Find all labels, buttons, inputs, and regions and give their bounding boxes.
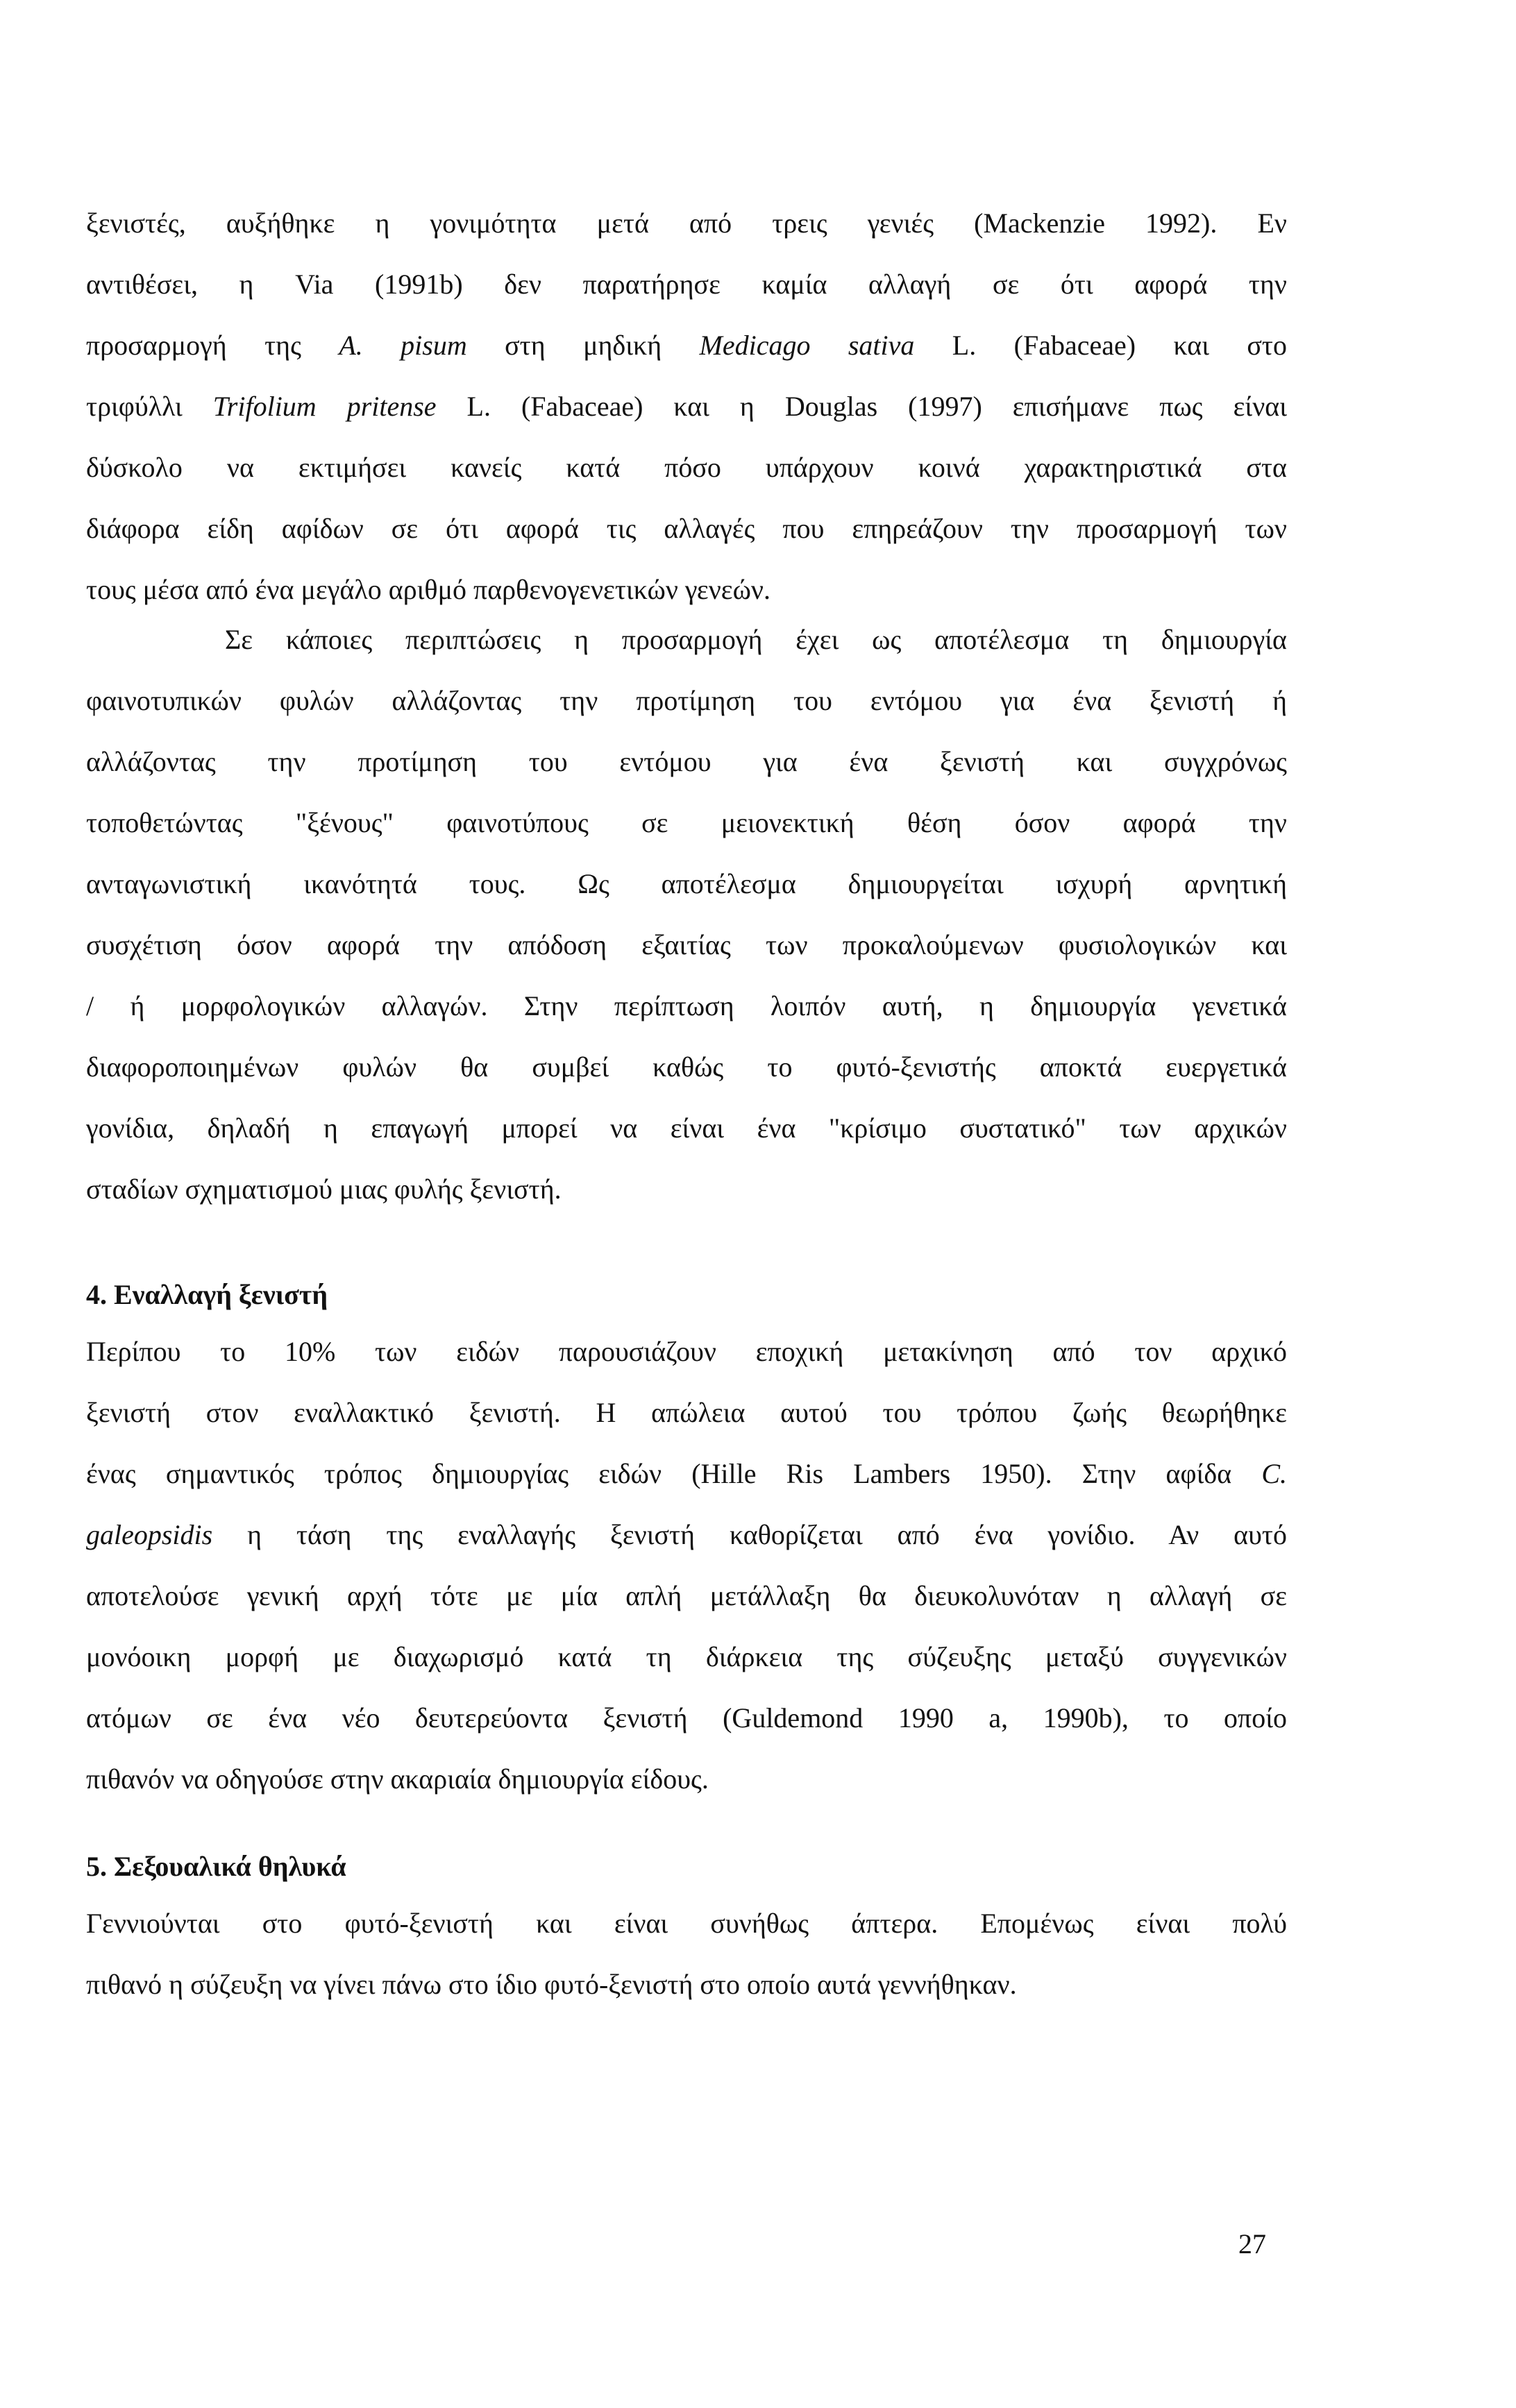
text-line: ατόμων σε ένα νέο δευτερεύοντα ξενιστή (Guldemond 1990 a, 1990b), το οποίο	[86, 1702, 1288, 1733]
text-line: αλλάζοντας την προτίμηση του εντόμου για ένα ξενιστή και συγχρόνως	[86, 746, 1287, 777]
text-span: ένας σημαντικός τρόπος δημιουργίας ειδών (Hille Ris Lambers 1950). Στην αφίδα	[86, 1458, 1262, 1489]
text-line: ξενιστές, αυξήθηκε η γονιμότητα μετά από τρεις γενιές (Mackenzie 1992). Εν	[86, 207, 1287, 239]
text-span: στη μηδική	[466, 330, 700, 361]
text-line: δύσκολο να εκτιμήσει κανείς κατά πόσο υπάρχουν κοινά χαρακτηριστικά στα	[86, 452, 1287, 483]
text-line: τους μέσα από ένα μεγάλο αριθμό παρθενογενετικών γενεών.	[86, 574, 770, 605]
section-heading-5: 5. Σεξουαλικά θηλυκά	[86, 1851, 346, 1882]
text-line: φαινοτυπικών φυλών αλλάζοντας την προτίμηση του εντόμου για ένα ξενιστή ή	[86, 685, 1287, 716]
text-line: τοποθετώντας "ξένους" φαινοτύπους σε μειονεκτική θέση όσον αφορά την	[86, 807, 1287, 838]
text-line	[86, 315, 1287, 376]
text-line	[86, 1504, 1287, 1566]
paragraph-1	[86, 193, 1287, 620]
text-line: ανταγωνιστική ικανότητά τους. Ως αποτέλεσμα δημιουργείται ισχυρή αρνητική	[86, 868, 1287, 899]
text-line: συσχέτιση όσον αφορά την απόδοση εξαιτίας των προκαλούμενων φυσιολογικών και	[86, 929, 1287, 960]
species-name: Trifolium pritense	[212, 391, 437, 422]
text-span: προσαρμογή της	[86, 330, 339, 361]
paragraph-3	[86, 1321, 1287, 1810]
text-span: τριφύλλι	[86, 391, 213, 422]
species-name: Medicago sativa	[699, 330, 915, 361]
text-span: η τάση της εναλλαγής ξενιστή καθορίζεται από ένα γονίδιο. Αν αυτό	[212, 1519, 1287, 1550]
text-line: ξενιστή στον εναλλακτικό ξενιστή. Η απώλεια αυτού του τρόπου ζωής θεωρήθηκε	[86, 1397, 1287, 1428]
text-line: μονόοικη μορφή με διαχωρισμό κατά τη διάρκεια της σύζευξης μεταξύ συγγενικών	[86, 1641, 1287, 1672]
text-line: αποτελούσε γενική αρχή τότε με μία απλή μετάλλαξη θα διευκολυνόταν η αλλαγή σε	[86, 1580, 1287, 1611]
species-name: C.	[1261, 1458, 1287, 1489]
text-line	[86, 376, 1287, 437]
text-line: / ή μορφολογικών αλλαγών. Στην περίπτωση λοιπόν αυτή, η δημιουργία γενετικά	[86, 990, 1287, 1021]
paragraph-2	[86, 609, 1287, 1220]
text-line: πιθανόν να οδηγούσε στην ακαριαία δημιουργία είδους.	[86, 1763, 709, 1795]
text-line: σταδίων σχηματισμού μιας φυλής ξενιστή.	[86, 1173, 562, 1205]
species-name: galeopsidis	[86, 1519, 213, 1550]
text-line: Σε κάποιες περιπτώσεις η προσαρμογή έχει ως αποτέλεσμα τη δημιουργία	[225, 624, 1287, 655]
text-line	[86, 1443, 1287, 1504]
text-line: διάφορα είδη αφίδων σε ότι αφορά τις αλλαγές που επηρεάζουν την προσαρμογή των	[86, 513, 1287, 544]
text-line: αντιθέσει, η Via (1991b) δεν παρατήρησε καμία αλλαγή σε ότι αφορά την	[86, 269, 1287, 300]
text-line: Περίπου το 10% των ειδών παρουσιάζουν εποχική μετακίνηση από τον αρχικό	[86, 1336, 1287, 1367]
text-line: Γεννιούνται στο φυτό-ξενιστή και είναι συνήθως άπτερα. Επομένως είναι πολύ	[86, 1908, 1287, 1939]
text-line: γονίδια, δηλαδή η επαγωγή μπορεί να είναι ένα "κρίσιμο συστατικό" των αρχικών	[86, 1112, 1287, 1144]
page-number: 27	[1238, 2228, 1266, 2259]
section-heading-4: 4. Εναλλαγή ξενιστή	[86, 1279, 328, 1310]
text-span: L. (Fabaceae) και η Douglas (1997) επισήμανε πως είναι	[436, 391, 1288, 422]
text-line: διαφοροποιημένων φυλών θα συμβεί καθώς το φυτό-ξενιστής αποκτά ευεργετικά	[86, 1051, 1287, 1083]
paragraph-4	[86, 1893, 1287, 2015]
text-line: πιθανό η σύζευξη να γίνει πάνω στο ίδιο φυτό-ξενιστή στο οποίο αυτά γεννήθηκαν.	[86, 1969, 1017, 2000]
text-span: L. (Fabaceae) και στο	[914, 330, 1287, 361]
species-name: A. pisum	[339, 330, 467, 361]
